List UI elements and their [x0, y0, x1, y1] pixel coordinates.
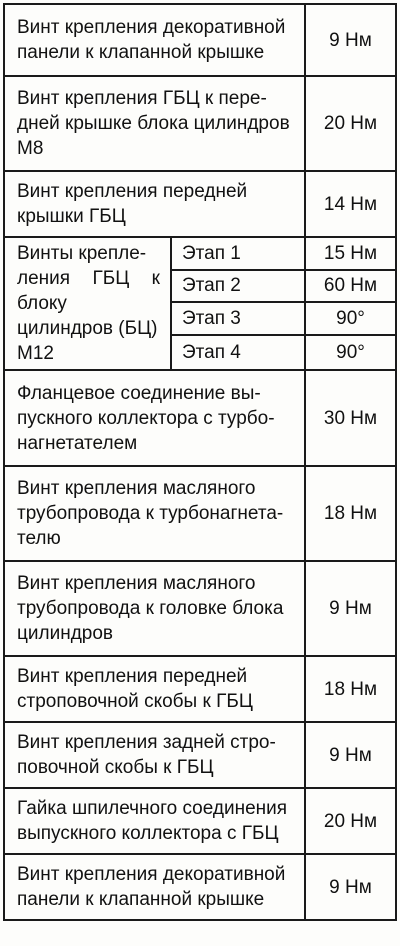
fastener-description: Винт крепления задней стро- повочной скобы к ГБЦ	[4, 722, 305, 788]
stage-label: Этап 2	[171, 270, 305, 303]
table-row	[4, 466, 396, 561]
table-row	[4, 788, 396, 854]
fastener-description: Винт крепления масляного трубопровода к головке блока цилиндров	[4, 561, 305, 656]
staged-fastener-description: Винты крепле- ления ГБЦ к блоку цилиндров (БЦ) М12	[4, 237, 171, 370]
table-row	[4, 854, 396, 920]
torque-value: 18 Нм	[305, 466, 396, 561]
torque-value: 9 Нм	[305, 4, 396, 76]
torque-value: 90°	[305, 335, 396, 370]
fastener-description: Винт крепления масляного трубопровода к турбонагнета- телю	[4, 466, 305, 561]
torque-value: 9 Нм	[305, 561, 396, 656]
table-row	[4, 4, 396, 76]
table-row	[4, 237, 396, 270]
table-row	[4, 561, 396, 656]
torque-value: 20 Нм	[305, 76, 396, 171]
fastener-description: Винт крепления передней крышки ГБЦ	[4, 171, 305, 237]
fastener-description: Гайка шпилечного соединения выпускного коллектора с ГБЦ	[4, 788, 305, 854]
fastener-description: Винт крепления декоративной панели к клапанной крышке	[4, 854, 305, 920]
fastener-description: Винт крепления декоративной панели к клапанной крышке	[4, 4, 305, 76]
torque-value: 30 Нм	[305, 370, 396, 466]
torque-value: 90°	[305, 302, 396, 335]
table-row	[4, 76, 396, 171]
torque-value: 18 Нм	[305, 656, 396, 722]
fastener-description: Фланцевое соединение вы- пускного коллектора с турбо- нагнетателем	[4, 370, 305, 466]
torque-value: 20 Нм	[305, 788, 396, 854]
stage-label: Этап 3	[171, 302, 305, 335]
torque-value: 9 Нм	[305, 854, 396, 920]
table-row	[4, 370, 396, 466]
torque-table	[3, 3, 397, 921]
stage-label: Этап 4	[171, 335, 305, 370]
table-row	[4, 656, 396, 722]
fastener-description: Винт крепления передней строповочной скобы к ГБЦ	[4, 656, 305, 722]
torque-value: 15 Нм	[305, 237, 396, 270]
torque-value: 60 Нм	[305, 270, 396, 303]
torque-value: 14 Нм	[305, 171, 396, 237]
stage-label: Этап 1	[171, 237, 305, 270]
torque-value: 9 Нм	[305, 722, 396, 788]
table-row	[4, 171, 396, 237]
table-row	[4, 722, 396, 788]
fastener-description: Винт крепления ГБЦ к пере- дней крышке блока цилиндров М8	[4, 76, 305, 171]
